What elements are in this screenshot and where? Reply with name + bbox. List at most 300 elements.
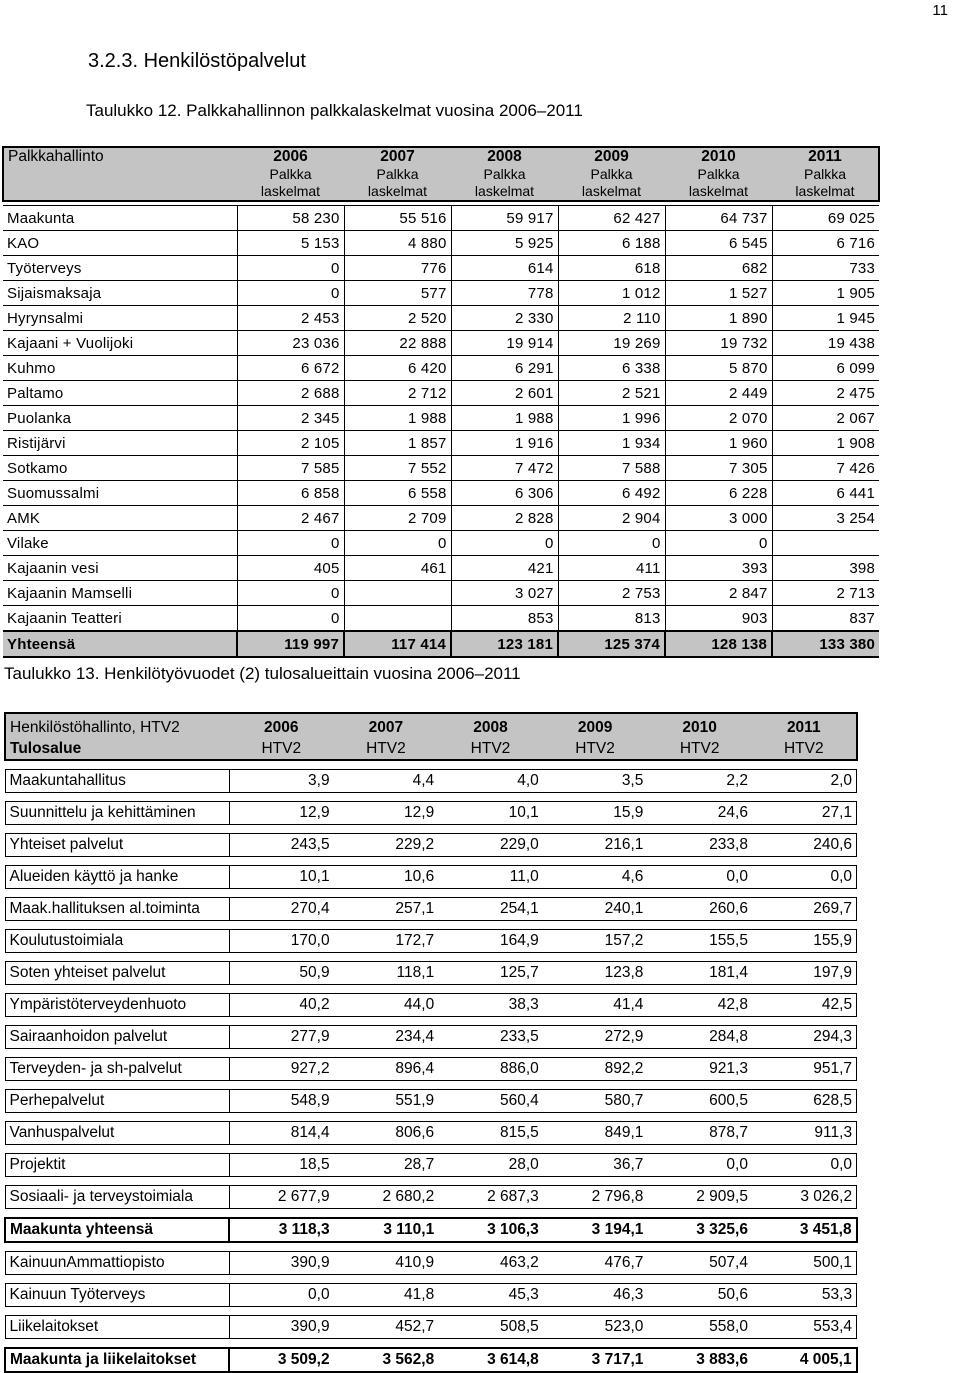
sub-header: Palkka	[665, 166, 772, 183]
spacer-row	[5, 1307, 857, 1316]
cell-value: 0	[344, 531, 451, 556]
cell-value: 0,0	[752, 1154, 857, 1177]
spacer-cell	[752, 1242, 857, 1252]
spacer-cell	[647, 825, 752, 834]
header-years-row	[5, 713, 857, 738]
row-label: Kajaanin vesi	[3, 556, 237, 581]
spacer-cell	[752, 1307, 857, 1316]
table-row	[3, 506, 879, 531]
total-value: 133 380	[772, 631, 879, 657]
cell-value: 41,8	[334, 1284, 439, 1307]
cell-value: 11,0	[438, 866, 543, 889]
spacer-cell	[543, 985, 648, 994]
spacer-cell	[438, 953, 543, 962]
sub-header: laskelmat	[237, 183, 344, 201]
cell-value: 463,2	[438, 1252, 543, 1275]
spacer-cell	[647, 793, 752, 802]
table-row	[5, 1154, 857, 1177]
cell-value: 42,8	[647, 994, 752, 1017]
row-label: KainuunAmmattiopisto	[5, 1252, 229, 1275]
table-row	[5, 866, 857, 889]
spacer-cell	[647, 1275, 752, 1284]
table-row	[5, 802, 857, 825]
table1-caption: Taulukko 12. Palkkahallinnon palkkalaskelmat vuosina 2006–2011	[86, 101, 583, 120]
cell-value: 0,0	[647, 866, 752, 889]
spacer-cell	[752, 1177, 857, 1186]
cell-value: 2 601	[451, 381, 558, 406]
row-label: Alueiden käyttö ja hanke	[5, 866, 229, 889]
table-row	[3, 456, 879, 481]
table-row	[3, 381, 879, 406]
cell-value: 3 194,1	[543, 1218, 648, 1242]
cell-value: 19 914	[451, 331, 558, 356]
cell-value: 1 960	[665, 431, 772, 456]
table-row	[3, 481, 879, 506]
cell-value: 548,9	[229, 1090, 334, 1113]
cell-value: 7 426	[772, 456, 879, 481]
cell-value: 903	[665, 606, 772, 632]
cell-value: 3 614,8	[438, 1348, 543, 1372]
table2-caption: Taulukko 13. Henkilötyövuodet (2) tulosalueittain vuosina 2006–2011	[4, 664, 521, 683]
cell-value: 269,7	[752, 898, 857, 921]
spacer-cell	[5, 1339, 229, 1349]
cell-value: 62 427	[558, 206, 665, 231]
row-label: Maakunta	[3, 206, 237, 231]
spacer-cell	[647, 1081, 752, 1090]
spacer-cell	[438, 1339, 543, 1349]
cell-value: 508,5	[438, 1316, 543, 1339]
sub-header: laskelmat	[772, 183, 879, 201]
spacer-cell	[543, 1242, 648, 1252]
cell-value: 3,9	[229, 770, 334, 793]
spacer-cell	[334, 1209, 439, 1219]
spacer-cell	[5, 1017, 229, 1026]
spacer-cell	[543, 1307, 648, 1316]
cell-value: 0	[237, 281, 344, 306]
spacer-cell	[229, 1081, 334, 1090]
spacer-cell	[438, 760, 543, 770]
table-row	[5, 770, 857, 793]
cell-value: 0	[237, 581, 344, 606]
spacer-row	[5, 1113, 857, 1122]
spacer-cell	[5, 1177, 229, 1186]
year-header: 2009	[543, 713, 648, 738]
cell-value: 254,1	[438, 898, 543, 921]
unit-header: HTV2	[543, 738, 648, 760]
spacer-cell	[5, 985, 229, 994]
cell-value: 277,9	[229, 1026, 334, 1049]
table-row	[5, 898, 857, 921]
spacer-cell	[5, 953, 229, 962]
cell-value: 6 188	[558, 231, 665, 256]
row-label: Sotkamo	[3, 456, 237, 481]
spacer-cell	[229, 857, 334, 866]
spacer-cell	[647, 1049, 752, 1058]
spacer-cell	[334, 1307, 439, 1316]
header-blank	[3, 166, 237, 183]
cell-value: 7 585	[237, 456, 344, 481]
cell-value: 3 254	[772, 506, 879, 531]
cell-value: 6 858	[237, 481, 344, 506]
person-years-table	[4, 712, 858, 1373]
cell-value: 7 588	[558, 456, 665, 481]
spacer-cell	[334, 1242, 439, 1252]
spacer-cell	[543, 953, 648, 962]
spacer-cell	[334, 889, 439, 898]
page-number: 11	[932, 2, 948, 19]
cell-value: 4,6	[543, 866, 648, 889]
cell-value: 233,8	[647, 834, 752, 857]
cell-value: 507,4	[647, 1252, 752, 1275]
cell-value: 50,9	[229, 962, 334, 985]
cell-value: 7 552	[344, 456, 451, 481]
cell-value: 2 680,2	[334, 1186, 439, 1209]
row-label: Sairaanhoidon palvelut	[5, 1026, 229, 1049]
spacer-cell	[5, 921, 229, 930]
cell-value: 6 492	[558, 481, 665, 506]
header-years-row	[3, 147, 879, 166]
total-row	[3, 631, 879, 657]
cell-value: 6 099	[772, 356, 879, 381]
spacer-row	[5, 1275, 857, 1284]
cell-value: 272,9	[543, 1026, 648, 1049]
spacer-cell	[752, 985, 857, 994]
spacer-cell	[334, 1275, 439, 1284]
table-row	[3, 306, 879, 331]
cell-value: 155,5	[647, 930, 752, 953]
sub-header: Palkka	[451, 166, 558, 183]
cell-value: 776	[344, 256, 451, 281]
cell-value: 0	[237, 256, 344, 281]
cell-value: 181,4	[647, 962, 752, 985]
cell-value: 1 996	[558, 406, 665, 431]
spacer-cell	[438, 825, 543, 834]
table-row	[5, 1026, 857, 1049]
spacer-cell	[543, 889, 648, 898]
row-label: Koulutustoimiala	[5, 930, 229, 953]
cell-value: 814,4	[229, 1122, 334, 1145]
spacer-cell	[229, 889, 334, 898]
row-label: Suomussalmi	[3, 481, 237, 506]
row-label: Perhepalvelut	[5, 1090, 229, 1113]
cell-value: 476,7	[543, 1252, 648, 1275]
cell-value: 682	[665, 256, 772, 281]
spacer-cell	[438, 1307, 543, 1316]
cell-value: 452,7	[334, 1316, 439, 1339]
spacer-cell	[647, 1242, 752, 1252]
spacer-cell	[5, 1081, 229, 1090]
spacer-cell	[752, 1081, 857, 1090]
cell-value: 243,5	[229, 834, 334, 857]
cell-value: 3 026,2	[752, 1186, 857, 1209]
row-label: Maakunta ja liikelaitokset	[5, 1348, 229, 1372]
cell-value: 558,0	[647, 1316, 752, 1339]
spacer-row	[5, 985, 857, 994]
cell-value: 733	[772, 256, 879, 281]
cell-value: 2 475	[772, 381, 879, 406]
spacer-cell	[229, 760, 334, 770]
cell-value: 4,4	[334, 770, 439, 793]
cell-value: 233,5	[438, 1026, 543, 1049]
spacer-row	[5, 1209, 857, 1219]
spacer-cell	[5, 1145, 229, 1154]
spacer-cell	[229, 825, 334, 834]
cell-value: 123,8	[543, 962, 648, 985]
cell-value: 1 857	[344, 431, 451, 456]
table-row	[5, 1090, 857, 1113]
table-row	[5, 1252, 857, 1275]
cell-value: 53,3	[752, 1284, 857, 1307]
row-label: Paltamo	[3, 381, 237, 406]
cell-value: 164,9	[438, 930, 543, 953]
table-row	[3, 256, 879, 281]
cell-value: 2 909,5	[647, 1186, 752, 1209]
spacer-cell	[229, 985, 334, 994]
spacer-cell	[752, 760, 857, 770]
cell-value: 3 000	[665, 506, 772, 531]
table-row	[5, 1218, 857, 1242]
cell-value: 806,6	[334, 1122, 439, 1145]
spacer-cell	[5, 889, 229, 898]
cell-value: 6 306	[451, 481, 558, 506]
spacer-cell	[647, 1339, 752, 1349]
spacer-cell	[647, 760, 752, 770]
cell-value: 2 449	[665, 381, 772, 406]
spacer-cell	[5, 1307, 229, 1316]
cell-value: 240,6	[752, 834, 857, 857]
table-row	[5, 930, 857, 953]
cell-value: 2,0	[752, 770, 857, 793]
sub-header: Palkka	[772, 166, 879, 183]
spacer-cell	[438, 1177, 543, 1186]
cell-value: 853	[451, 606, 558, 632]
cell-value: 1 905	[772, 281, 879, 306]
cell-value: 118,1	[334, 962, 439, 985]
sub-header: laskelmat	[344, 183, 451, 201]
cell-value: 36,7	[543, 1154, 648, 1177]
spacer-cell	[438, 1113, 543, 1122]
table-row	[3, 206, 879, 231]
cell-value: 2 330	[451, 306, 558, 331]
table-row	[5, 1316, 857, 1339]
table-row	[5, 1284, 857, 1307]
table-row	[3, 531, 879, 556]
cell-value: 3 717,1	[543, 1348, 648, 1372]
spacer-cell	[438, 889, 543, 898]
cell-value: 19 438	[772, 331, 879, 356]
total-value: 119 997	[237, 631, 344, 657]
row-label: Hyrynsalmi	[3, 306, 237, 331]
cell-value: 3 509,2	[229, 1348, 334, 1372]
cell-value: 6 545	[665, 231, 772, 256]
cell-value: 0	[237, 606, 344, 632]
spacer-cell	[647, 889, 752, 898]
cell-value: 2 520	[344, 306, 451, 331]
spacer-cell	[334, 793, 439, 802]
spacer-cell	[5, 1049, 229, 1058]
spacer-cell	[334, 1049, 439, 1058]
cell-value: 1 934	[558, 431, 665, 456]
cell-value: 600,5	[647, 1090, 752, 1113]
cell-value: 849,1	[543, 1122, 648, 1145]
cell-value: 577	[344, 281, 451, 306]
unit-header: HTV2	[334, 738, 439, 760]
spacer-cell	[438, 1242, 543, 1252]
cell-value: 3 106,3	[438, 1218, 543, 1242]
year-header: 2007	[334, 713, 439, 738]
table-row	[3, 231, 879, 256]
spacer-cell	[5, 1209, 229, 1219]
spacer-cell	[334, 921, 439, 930]
cell-value: 10,6	[334, 866, 439, 889]
spacer-cell	[229, 1145, 334, 1154]
cell-value: 2 467	[237, 506, 344, 531]
cell-value: 38,3	[438, 994, 543, 1017]
cell-value: 2 067	[772, 406, 879, 431]
cell-value: 618	[558, 256, 665, 281]
cell-value: 6 338	[558, 356, 665, 381]
cell-value: 170,0	[229, 930, 334, 953]
spacer-cell	[647, 1145, 752, 1154]
cell-value: 3 027	[451, 581, 558, 606]
cell-value: 28,7	[334, 1154, 439, 1177]
cell-value: 2 105	[237, 431, 344, 456]
cell-value: 15,9	[543, 802, 648, 825]
cell-value: 2 688	[237, 381, 344, 406]
sub-label: Tulosalue	[5, 738, 229, 760]
spacer-cell	[438, 1145, 543, 1154]
cell-value: 6 672	[237, 356, 344, 381]
spacer-cell	[438, 921, 543, 930]
unit-header: HTV2	[438, 738, 543, 760]
spacer-cell	[334, 1017, 439, 1026]
cell-value: 1 012	[558, 281, 665, 306]
year-header: 2007	[344, 147, 451, 166]
spacer-row	[5, 793, 857, 802]
spacer-cell	[752, 793, 857, 802]
cell-value: 405	[237, 556, 344, 581]
spacer-cell	[334, 953, 439, 962]
spacer-cell	[647, 1177, 752, 1186]
cell-value: 3 325,6	[647, 1218, 752, 1242]
cell-value: 240,1	[543, 898, 648, 921]
row-label: Ympäristöterveydenhuoto	[5, 994, 229, 1017]
spacer-cell	[438, 1017, 543, 1026]
row-label: Sijaismaksaja	[3, 281, 237, 306]
cell-value: 46,3	[543, 1284, 648, 1307]
cell-value: 7 472	[451, 456, 558, 481]
spacer-cell	[543, 1081, 648, 1090]
spacer-cell	[438, 857, 543, 866]
sub-header: laskelmat	[665, 183, 772, 201]
cell-value: 1 945	[772, 306, 879, 331]
spacer-cell	[438, 1049, 543, 1058]
spacer-cell	[647, 1017, 752, 1026]
table-row	[3, 356, 879, 381]
sub-header: Palkka	[344, 166, 451, 183]
year-header: 2008	[451, 147, 558, 166]
spacer-cell	[752, 1145, 857, 1154]
cell-value: 911,3	[752, 1122, 857, 1145]
cell-value: 0	[237, 531, 344, 556]
cell-value: 0,0	[647, 1154, 752, 1177]
spacer-cell	[334, 1081, 439, 1090]
spacer-row	[5, 1017, 857, 1026]
cell-value: 42,5	[752, 994, 857, 1017]
table-row	[3, 331, 879, 356]
cell-value: 157,2	[543, 930, 648, 953]
spacer-row	[5, 1145, 857, 1154]
cell-value: 2 713	[772, 581, 879, 606]
cell-value: 40,2	[229, 994, 334, 1017]
spacer-cell	[543, 1275, 648, 1284]
spacer-cell	[647, 985, 752, 994]
spacer-cell	[334, 760, 439, 770]
cell-value: 778	[451, 281, 558, 306]
cell-value: 284,8	[647, 1026, 752, 1049]
row-label: Terveyden- ja sh-palvelut	[5, 1058, 229, 1081]
spacer-cell	[5, 760, 229, 770]
row-label: Suunnittelu ja kehittäminen	[5, 802, 229, 825]
spacer-cell	[752, 921, 857, 930]
cell-value: 24,6	[647, 802, 752, 825]
row-label: Kajaani + Vuolijoki	[3, 331, 237, 356]
cell-value: 12,9	[334, 802, 439, 825]
cell-value: 10,1	[229, 866, 334, 889]
spacer-cell	[5, 857, 229, 866]
spacer-cell	[752, 889, 857, 898]
cell-value: 551,9	[334, 1090, 439, 1113]
spacer-cell	[229, 1113, 334, 1122]
row-label: Maakunta yhteensä	[5, 1218, 229, 1242]
cell-value: 50,6	[647, 1284, 752, 1307]
cell-value: 921,3	[647, 1058, 752, 1081]
cell-value: 64 737	[665, 206, 772, 231]
spacer-cell	[229, 793, 334, 802]
cell-value: 1 890	[665, 306, 772, 331]
spacer-cell	[229, 1049, 334, 1058]
spacer-cell	[229, 1177, 334, 1186]
cell-value: 155,9	[752, 930, 857, 953]
cell-value: 4,0	[438, 770, 543, 793]
row-label: Kajaanin Teatteri	[3, 606, 237, 632]
table-row	[3, 406, 879, 431]
table-row	[3, 431, 879, 456]
spacer-cell	[334, 857, 439, 866]
spacer-cell	[543, 1017, 648, 1026]
spacer-cell	[752, 825, 857, 834]
total-value: 128 138	[665, 631, 772, 657]
cell-value: 2 345	[237, 406, 344, 431]
cell-value: 7 305	[665, 456, 772, 481]
cell-value: 59 917	[451, 206, 558, 231]
row-label: Puolanka	[3, 406, 237, 431]
total-value: 123 181	[451, 631, 558, 657]
spacer-cell	[229, 921, 334, 930]
spacer-cell	[229, 1339, 334, 1349]
spacer-cell	[5, 1275, 229, 1284]
cell-value: 614	[451, 256, 558, 281]
cell-value: 2,2	[647, 770, 752, 793]
total-value: 117 414	[344, 631, 451, 657]
cell-value: 2 521	[558, 381, 665, 406]
cell-value: 2 709	[344, 506, 451, 531]
cell-value: 580,7	[543, 1090, 648, 1113]
cell-value: 2 687,3	[438, 1186, 543, 1209]
cell-value: 44,0	[334, 994, 439, 1017]
cell-value: 892,2	[543, 1058, 648, 1081]
spacer-cell	[543, 1145, 648, 1154]
